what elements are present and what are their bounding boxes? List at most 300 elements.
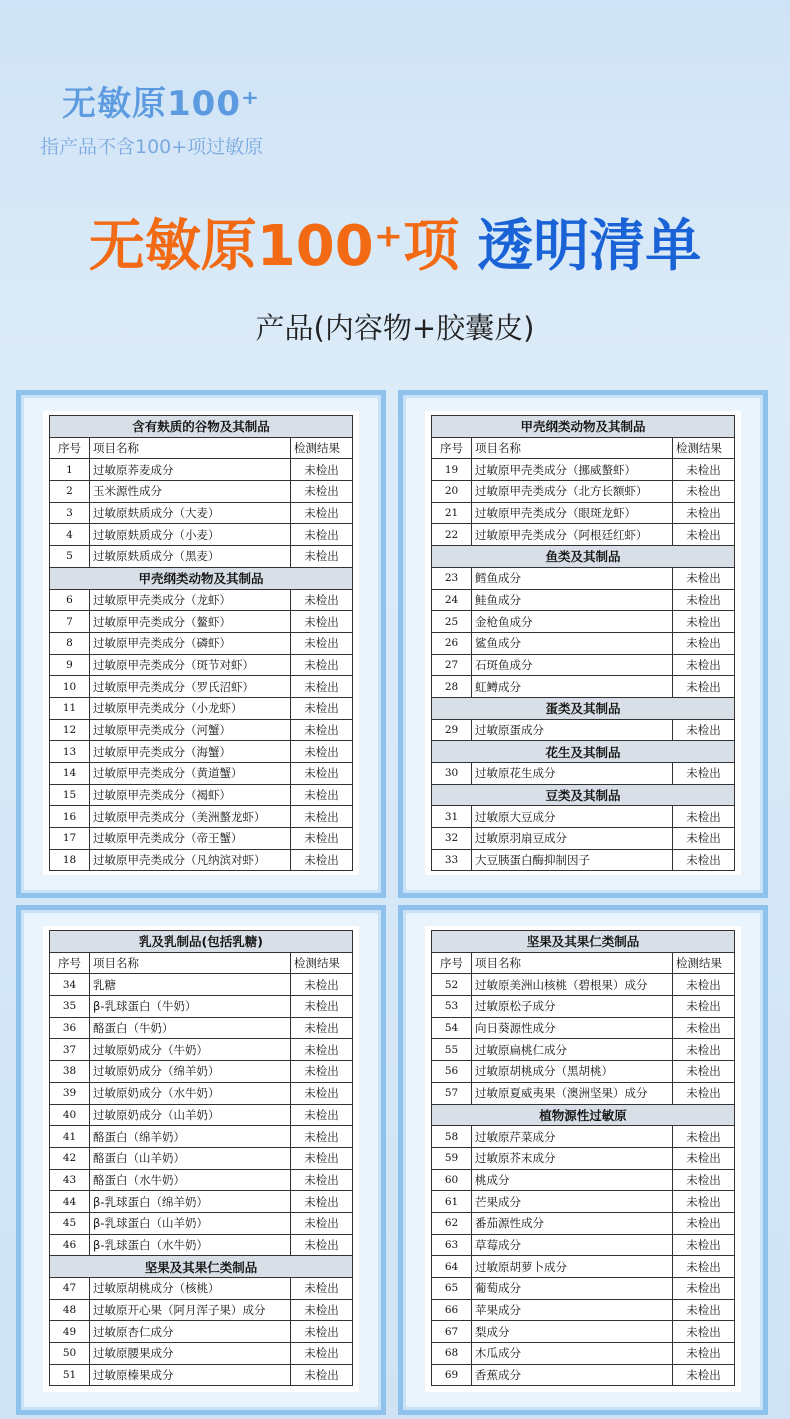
table-row xyxy=(432,1364,735,1386)
row-number: 15 xyxy=(50,784,90,806)
brand-tagline: 指产品不含100+项过敏原 xyxy=(40,136,264,158)
column-header-no: 序号 xyxy=(432,952,472,974)
test-result: 未检出 xyxy=(672,719,734,741)
table-row xyxy=(432,632,735,654)
item-name: 虹鳟成分 xyxy=(472,676,673,698)
row-number: 27 xyxy=(432,654,472,676)
table-row xyxy=(50,632,353,654)
test-result: 未检出 xyxy=(291,849,353,871)
test-result: 未检出 xyxy=(672,632,734,654)
table-row xyxy=(50,654,353,676)
table-row xyxy=(50,1343,353,1365)
test-result: 未检出 xyxy=(291,502,353,524)
item-name: 过敏原甲壳类成分（磷虾） xyxy=(90,632,291,654)
table-row xyxy=(50,763,353,785)
column-header-result: 检测结果 xyxy=(672,437,734,459)
table-row xyxy=(50,784,353,806)
table-row xyxy=(50,849,353,871)
item-name: 过敏原美洲山核桃（碧根果）成分 xyxy=(472,974,673,996)
row-number: 63 xyxy=(432,1234,472,1256)
item-name: 向日葵源性成分 xyxy=(472,1017,673,1039)
allergen-table xyxy=(49,930,353,1386)
test-result: 未检出 xyxy=(672,589,734,611)
table-row xyxy=(50,502,353,524)
row-number: 42 xyxy=(50,1147,90,1169)
row-number: 2 xyxy=(50,481,90,503)
section-header-row xyxy=(432,1104,735,1126)
row-number: 36 xyxy=(50,1017,90,1039)
item-name: 过敏原甲壳类成分（黄道蟹） xyxy=(90,763,291,785)
section-title: 坚果及其果仁类制品 xyxy=(50,1256,353,1278)
test-result: 未检出 xyxy=(672,1147,734,1169)
table-row xyxy=(50,974,353,996)
item-name: 过敏原甲壳类成分（斑节对虾） xyxy=(90,654,291,676)
row-number: 69 xyxy=(432,1364,472,1386)
test-result: 未检出 xyxy=(290,1147,352,1169)
test-result: 未检出 xyxy=(672,611,734,633)
item-name: 酪蛋白（牛奶） xyxy=(90,1017,291,1039)
row-number: 59 xyxy=(432,1147,472,1169)
table-row xyxy=(50,459,353,481)
table-row xyxy=(432,1169,735,1191)
item-name: 过敏原榛果成分 xyxy=(90,1364,291,1386)
table-row xyxy=(50,1126,353,1148)
table-row xyxy=(50,996,353,1018)
test-result: 未检出 xyxy=(291,763,353,785)
column-header-no: 序号 xyxy=(50,952,90,974)
test-result: 未检出 xyxy=(291,828,353,850)
test-result: 未检出 xyxy=(291,806,353,828)
table-row xyxy=(432,567,735,589)
table-panel-2 xyxy=(398,390,768,898)
row-number: 52 xyxy=(432,974,472,996)
row-number: 7 xyxy=(50,611,90,633)
item-name: 过敏原甲壳类成分（鳌虾） xyxy=(90,611,291,633)
table-row xyxy=(50,1104,353,1126)
table-row xyxy=(432,459,735,481)
table-row xyxy=(50,589,353,611)
test-result: 未检出 xyxy=(290,1364,352,1386)
row-number: 57 xyxy=(432,1082,472,1104)
table-row xyxy=(432,1343,735,1365)
item-name: 酪蛋白（绵羊奶） xyxy=(90,1126,291,1148)
table-row xyxy=(432,524,735,546)
row-number: 65 xyxy=(432,1278,472,1300)
test-result: 未检出 xyxy=(290,1082,352,1104)
logo-text: 无敏原100⁺ xyxy=(62,84,260,124)
row-number: 68 xyxy=(432,1343,472,1365)
item-name: 香蕉成分 xyxy=(472,1364,673,1386)
table-row xyxy=(432,676,735,698)
section-header-row xyxy=(50,1256,353,1278)
table-row xyxy=(432,1321,735,1343)
test-result: 未检出 xyxy=(672,567,734,589)
item-name: 酪蛋白（山羊奶） xyxy=(90,1147,291,1169)
table-row xyxy=(50,676,353,698)
item-name: 过敏原奶成分（山羊奶） xyxy=(90,1104,291,1126)
row-number: 8 xyxy=(50,632,90,654)
row-number: 33 xyxy=(432,849,472,871)
test-result: 未检出 xyxy=(672,502,734,524)
test-result: 未检出 xyxy=(290,1017,352,1039)
column-header-name: 项目名称 xyxy=(90,437,291,459)
item-name: 过敏原甲壳类成分（阿根廷红虾） xyxy=(472,524,673,546)
row-number: 66 xyxy=(432,1299,472,1321)
item-name: 鳕鱼成分 xyxy=(472,567,673,589)
row-number: 4 xyxy=(50,524,90,546)
test-result: 未检出 xyxy=(290,1039,352,1061)
item-name: 过敏原松子成分 xyxy=(472,996,673,1018)
item-name: 过敏原甲壳类成分（罗氏沼虾） xyxy=(90,676,291,698)
item-name: 苹果成分 xyxy=(472,1299,673,1321)
section-header-row xyxy=(432,697,735,719)
row-number: 60 xyxy=(432,1169,472,1191)
table-panel-1 xyxy=(16,390,386,898)
row-number: 34 xyxy=(50,974,90,996)
table-row xyxy=(432,1017,735,1039)
row-number: 38 xyxy=(50,1061,90,1083)
test-result: 未检出 xyxy=(672,1061,734,1083)
section-header-row xyxy=(432,546,735,568)
item-name: 过敏原麸质成分（黑麦） xyxy=(90,546,291,568)
table-row xyxy=(50,1061,353,1083)
section-header-row xyxy=(50,416,353,438)
test-result: 未检出 xyxy=(291,589,353,611)
section-header-row xyxy=(432,416,735,438)
item-name: 过敏原甲壳类成分（挪威螯虾） xyxy=(472,459,673,481)
row-number: 11 xyxy=(50,697,90,719)
section-title: 甲壳纲类动物及其制品 xyxy=(432,416,735,438)
table-row xyxy=(50,1278,353,1300)
test-result: 未检出 xyxy=(291,632,353,654)
item-name: 过敏原蛋成分 xyxy=(472,719,673,741)
table-row xyxy=(432,1039,735,1061)
test-result: 未检出 xyxy=(290,1169,352,1191)
row-number: 61 xyxy=(432,1191,472,1213)
row-number: 5 xyxy=(50,546,90,568)
allergen-table xyxy=(431,415,735,871)
row-number: 19 xyxy=(432,459,472,481)
section-title: 坚果及其果仁类制品 xyxy=(432,931,735,953)
item-name: 石斑鱼成分 xyxy=(472,654,673,676)
section-header-row xyxy=(50,567,353,589)
row-number: 17 xyxy=(50,828,90,850)
section-title: 蛋类及其制品 xyxy=(432,697,735,719)
table-row xyxy=(50,741,353,763)
column-header-row xyxy=(50,437,353,459)
row-number: 40 xyxy=(50,1104,90,1126)
test-result: 未检出 xyxy=(672,1364,734,1386)
item-name: 鲑鱼成分 xyxy=(472,589,673,611)
test-result: 未检出 xyxy=(672,828,734,850)
table-row xyxy=(50,611,353,633)
item-name: 过敏原甲壳类成分（眼斑龙虾） xyxy=(472,502,673,524)
test-result: 未检出 xyxy=(672,1234,734,1256)
row-number: 39 xyxy=(50,1082,90,1104)
test-result: 未检出 xyxy=(672,1126,734,1148)
table-row xyxy=(432,481,735,503)
row-number: 14 xyxy=(50,763,90,785)
column-header-name: 项目名称 xyxy=(472,952,673,974)
test-result: 未检出 xyxy=(672,1299,734,1321)
test-result: 未检出 xyxy=(291,546,353,568)
title-part-orange: 无敏原100⁺项 xyxy=(88,214,460,279)
table-row xyxy=(432,1212,735,1234)
test-result: 未检出 xyxy=(672,1039,734,1061)
row-number: 67 xyxy=(432,1321,472,1343)
table-row xyxy=(432,1299,735,1321)
table-row xyxy=(432,654,735,676)
row-number: 24 xyxy=(432,589,472,611)
table-row xyxy=(50,546,353,568)
test-result: 未检出 xyxy=(291,741,353,763)
brand-logo xyxy=(62,84,260,124)
test-result: 未检出 xyxy=(291,481,353,503)
table-row xyxy=(432,589,735,611)
section-title: 乳及乳制品(包括乳糖) xyxy=(50,931,353,953)
test-result: 未检出 xyxy=(291,611,353,633)
table-row xyxy=(50,524,353,546)
test-result: 未检出 xyxy=(672,676,734,698)
column-header-row xyxy=(432,952,735,974)
row-number: 37 xyxy=(50,1039,90,1061)
table-row xyxy=(50,806,353,828)
row-number: 48 xyxy=(50,1299,90,1321)
test-result: 未检出 xyxy=(672,763,734,785)
table-row xyxy=(432,763,735,785)
row-number: 49 xyxy=(50,1321,90,1343)
table-panel-3 xyxy=(16,905,386,1415)
item-name: 芒果成分 xyxy=(472,1191,673,1213)
table-row xyxy=(432,1061,735,1083)
item-name: 过敏原胡桃成分（核桃） xyxy=(90,1278,291,1300)
item-name: 过敏原甲壳类成分（小龙虾） xyxy=(90,697,291,719)
item-name: 过敏原芹菜成分 xyxy=(472,1126,673,1148)
test-result: 未检出 xyxy=(290,1104,352,1126)
test-result: 未检出 xyxy=(291,654,353,676)
row-number: 13 xyxy=(50,741,90,763)
test-result: 未检出 xyxy=(672,974,734,996)
test-result: 未检出 xyxy=(291,676,353,698)
table-row xyxy=(50,1017,353,1039)
row-number: 45 xyxy=(50,1212,90,1234)
item-name: 酪蛋白（水牛奶） xyxy=(90,1169,291,1191)
table-row xyxy=(432,1126,735,1148)
test-result: 未检出 xyxy=(291,719,353,741)
item-name: 鲨鱼成分 xyxy=(472,632,673,654)
item-name: 过敏原夏威夷果（澳洲坚果）成分 xyxy=(472,1082,673,1104)
allergen-table xyxy=(49,415,353,871)
item-name: 草莓成分 xyxy=(472,1234,673,1256)
section-title: 甲壳纲类动物及其制品 xyxy=(50,567,353,589)
row-number: 44 xyxy=(50,1191,90,1213)
table-row xyxy=(432,1191,735,1213)
table-row xyxy=(50,1169,353,1191)
row-number: 21 xyxy=(432,502,472,524)
section-title: 鱼类及其制品 xyxy=(432,546,735,568)
test-result: 未检出 xyxy=(672,1343,734,1365)
item-name: 过敏原甲壳类成分（帝王蟹） xyxy=(90,828,291,850)
item-name: 玉米源性成分 xyxy=(90,481,291,503)
item-name: 过敏原开心果（阿月浑子果）成分 xyxy=(90,1299,291,1321)
test-result: 未检出 xyxy=(672,1256,734,1278)
row-number: 64 xyxy=(432,1256,472,1278)
item-name: β-乳球蛋白（牛奶） xyxy=(90,996,291,1018)
row-number: 25 xyxy=(432,611,472,633)
table-row xyxy=(50,1212,353,1234)
table-row xyxy=(50,1299,353,1321)
test-result: 未检出 xyxy=(290,1278,352,1300)
row-number: 55 xyxy=(432,1039,472,1061)
row-number: 12 xyxy=(50,719,90,741)
test-result: 未检出 xyxy=(672,1169,734,1191)
table-row xyxy=(432,974,735,996)
section-title: 花生及其制品 xyxy=(432,741,735,763)
item-name: 过敏原腰果成分 xyxy=(90,1343,291,1365)
item-name: 番茄源性成分 xyxy=(472,1212,673,1234)
test-result: 未检出 xyxy=(290,996,352,1018)
row-number: 23 xyxy=(432,567,472,589)
row-number: 54 xyxy=(432,1017,472,1039)
row-number: 31 xyxy=(432,806,472,828)
test-result: 未检出 xyxy=(672,1017,734,1039)
row-number: 16 xyxy=(50,806,90,828)
item-name: 过敏原甲壳类成分（褐虾） xyxy=(90,784,291,806)
item-name: 葡萄成分 xyxy=(472,1278,673,1300)
row-number: 28 xyxy=(432,676,472,698)
item-name: 过敏原麸质成分（大麦） xyxy=(90,502,291,524)
test-result: 未检出 xyxy=(290,1321,352,1343)
page-subtitle: 产品(内容物+胶囊皮) xyxy=(255,311,535,345)
item-name: 过敏原奶成分（水牛奶） xyxy=(90,1082,291,1104)
row-number: 41 xyxy=(50,1126,90,1148)
section-header-row xyxy=(50,931,353,953)
item-name: 大豆胰蛋白酶抑制因子 xyxy=(472,849,673,871)
row-number: 32 xyxy=(432,828,472,850)
column-header-no: 序号 xyxy=(432,437,472,459)
table-row xyxy=(50,1234,353,1256)
table-row xyxy=(432,996,735,1018)
test-result: 未检出 xyxy=(290,1212,352,1234)
section-title: 豆类及其制品 xyxy=(432,784,735,806)
test-result: 未检出 xyxy=(672,996,734,1018)
test-result: 未检出 xyxy=(291,697,353,719)
column-header-result: 检测结果 xyxy=(290,952,352,974)
item-name: 过敏原羽扇豆成分 xyxy=(472,828,673,850)
table-row xyxy=(432,1278,735,1300)
item-name: 过敏原奶成分（绵羊奶） xyxy=(90,1061,291,1083)
item-name: 过敏原甲壳类成分（海蟹） xyxy=(90,741,291,763)
row-number: 9 xyxy=(50,654,90,676)
row-number: 62 xyxy=(432,1212,472,1234)
table-row xyxy=(432,828,735,850)
section-header-row xyxy=(432,784,735,806)
test-result: 未检出 xyxy=(672,1212,734,1234)
test-result: 未检出 xyxy=(672,806,734,828)
section-title: 植物源性过敏原 xyxy=(432,1104,735,1126)
row-number: 29 xyxy=(432,719,472,741)
test-result: 未检出 xyxy=(672,849,734,871)
column-header-row xyxy=(432,437,735,459)
page-title xyxy=(0,212,790,282)
test-result: 未检出 xyxy=(672,459,734,481)
row-number: 1 xyxy=(50,459,90,481)
table-row xyxy=(432,502,735,524)
column-header-name: 项目名称 xyxy=(472,437,673,459)
test-result: 未检出 xyxy=(672,1278,734,1300)
row-number: 18 xyxy=(50,849,90,871)
item-name: 过敏原甲壳类成分（凡纳滨对虾） xyxy=(90,849,291,871)
test-result: 未检出 xyxy=(290,1061,352,1083)
row-number: 26 xyxy=(432,632,472,654)
item-name: 木瓜成分 xyxy=(472,1343,673,1365)
table-row xyxy=(50,1147,353,1169)
item-name: 过敏原甲壳类成分（美洲螯龙虾） xyxy=(90,806,291,828)
item-name: 桃成分 xyxy=(472,1169,673,1191)
item-name: 过敏原胡桃成分（黑胡桃） xyxy=(472,1061,673,1083)
table-row xyxy=(432,849,735,871)
table-row xyxy=(432,1082,735,1104)
item-name: 过敏原花生成分 xyxy=(472,763,673,785)
row-number: 53 xyxy=(432,996,472,1018)
item-name: 乳糖 xyxy=(90,974,291,996)
table-row xyxy=(50,719,353,741)
row-number: 20 xyxy=(432,481,472,503)
table-row xyxy=(50,1321,353,1343)
column-header-no: 序号 xyxy=(50,437,90,459)
test-result: 未检出 xyxy=(290,1343,352,1365)
table-panel-4 xyxy=(398,905,768,1415)
row-number: 10 xyxy=(50,676,90,698)
test-result: 未检出 xyxy=(291,784,353,806)
section-header-row xyxy=(432,741,735,763)
row-number: 56 xyxy=(432,1061,472,1083)
item-name: 过敏原甲壳类成分（河蟹） xyxy=(90,719,291,741)
row-number: 3 xyxy=(50,502,90,524)
row-number: 35 xyxy=(50,996,90,1018)
row-number: 46 xyxy=(50,1234,90,1256)
item-name: 过敏原奶成分（牛奶） xyxy=(90,1039,291,1061)
table-row xyxy=(432,1234,735,1256)
item-name: 过敏原麸质成分（小麦） xyxy=(90,524,291,546)
test-result: 未检出 xyxy=(290,974,352,996)
column-header-name: 项目名称 xyxy=(90,952,291,974)
table-row xyxy=(50,697,353,719)
test-result: 未检出 xyxy=(672,481,734,503)
row-number: 22 xyxy=(432,524,472,546)
table-row xyxy=(432,611,735,633)
table-row xyxy=(50,1039,353,1061)
test-result: 未检出 xyxy=(290,1299,352,1321)
item-name: 过敏原芥末成分 xyxy=(472,1147,673,1169)
title-part-blue: 透明清单 xyxy=(477,214,702,279)
table-row xyxy=(50,1191,353,1213)
table-row xyxy=(50,481,353,503)
test-result: 未检出 xyxy=(672,654,734,676)
item-name: β-乳球蛋白（绵羊奶） xyxy=(90,1191,291,1213)
test-result: 未检出 xyxy=(291,524,353,546)
item-name: β-乳球蛋白（水牛奶） xyxy=(90,1234,291,1256)
table-row xyxy=(432,719,735,741)
test-result: 未检出 xyxy=(290,1234,352,1256)
table-row xyxy=(50,828,353,850)
test-result: 未检出 xyxy=(290,1126,352,1148)
test-result: 未检出 xyxy=(672,1191,734,1213)
section-title: 含有麸质的谷物及其制品 xyxy=(50,416,353,438)
item-name: 梨成分 xyxy=(472,1321,673,1343)
column-header-result: 检测结果 xyxy=(672,952,734,974)
item-name: 过敏原甲壳类成分（北方长额虾） xyxy=(472,481,673,503)
